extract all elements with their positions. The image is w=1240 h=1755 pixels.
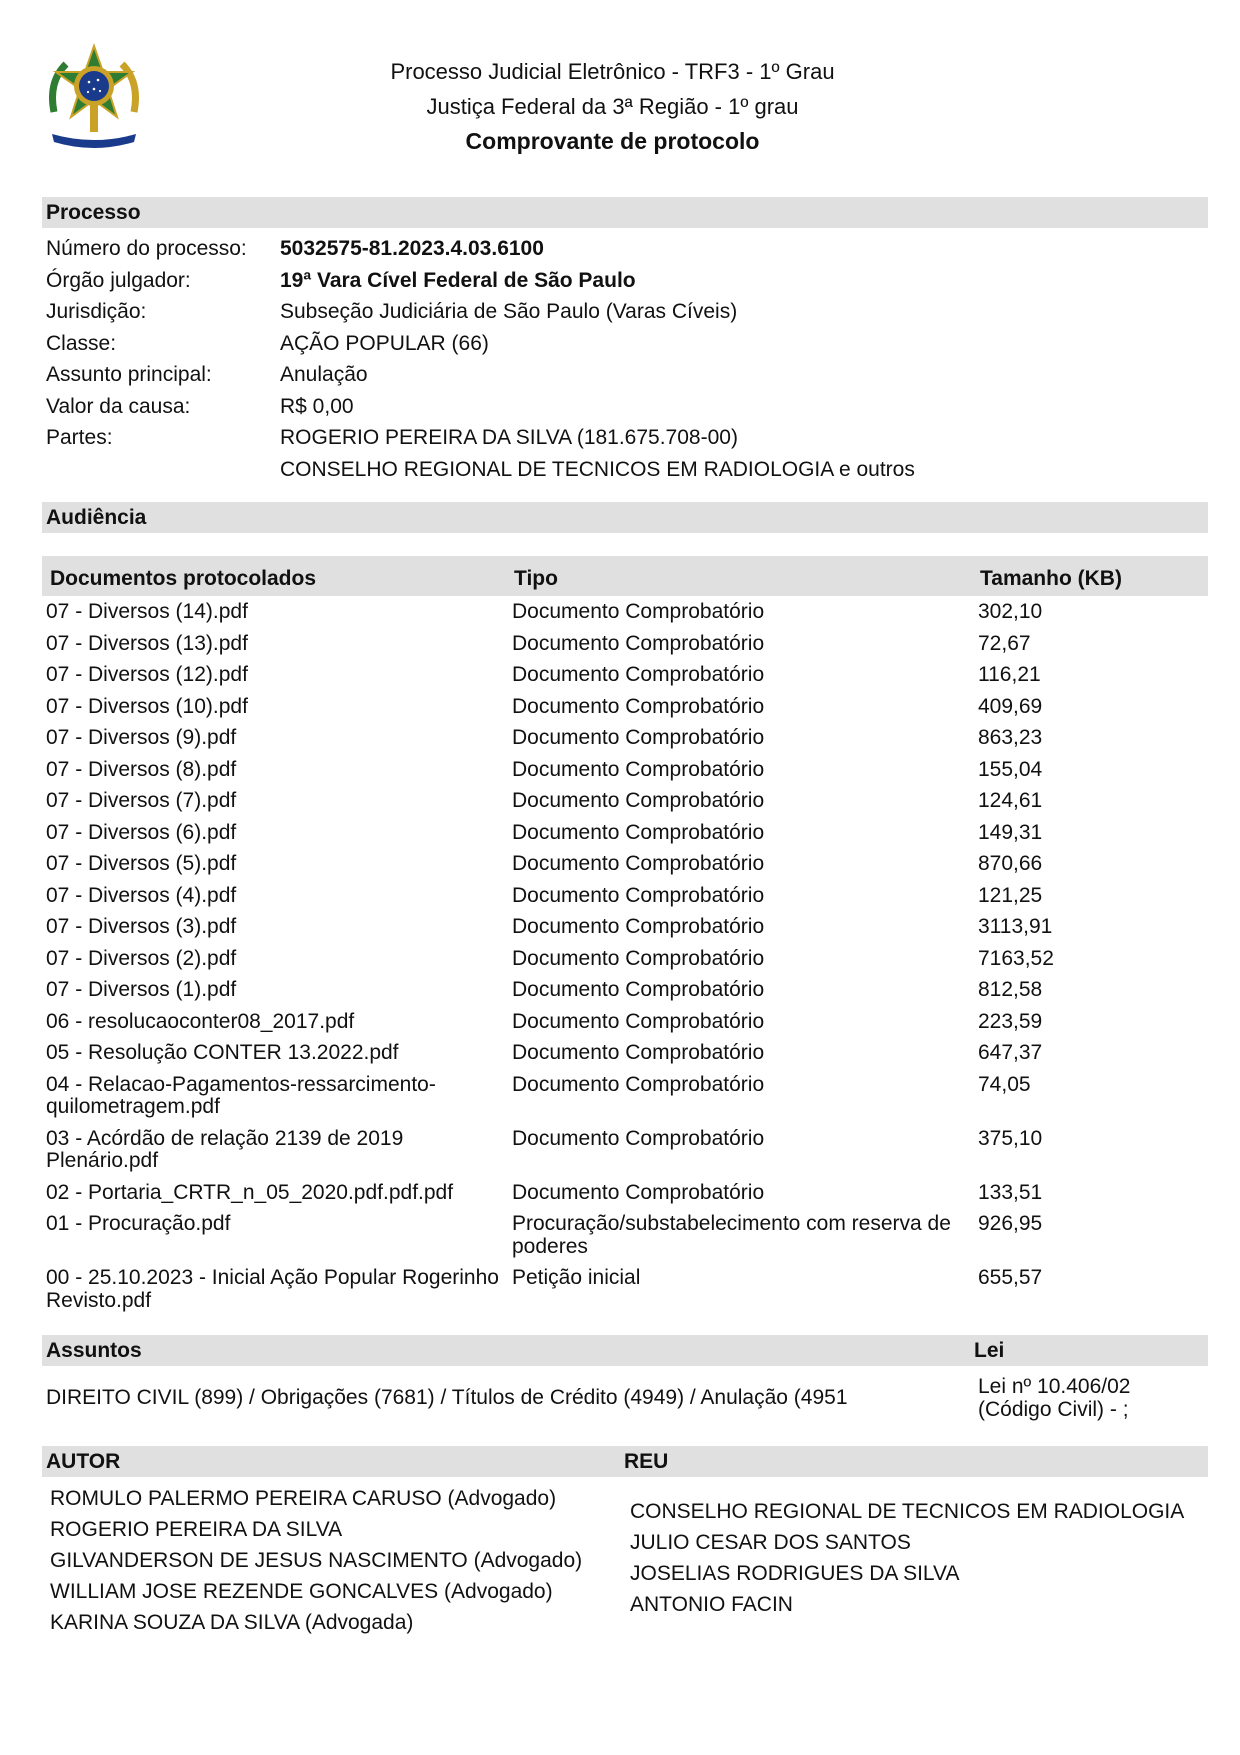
table-row [46,822,1206,845]
jurisdicao-value: Subseção Judiciária de São Paulo (Varas Cíveis) [280,300,738,323]
orgao-julgador-value: 19ª Vara Cível Federal de São Paulo [280,268,636,292]
document-name: 03 - Acórdão de relação 2139 de 2019 Plenário.pdf [46,1126,404,1172]
lei-text: Lei nº 10.406/02 (Código Civil) - ; [978,1375,1131,1421]
document-name: 07 - Diversos (10).pdf [46,694,248,718]
document-type: Documento Comprobatório [512,789,765,812]
autor-item: GILVANDERSON DE JESUS NASCIMENTO (Advogado) [50,1549,583,1572]
table-row [46,1213,1206,1258]
document-type: Documento Comprobatório [512,1126,765,1150]
document-name: 07 - Diversos (4).pdf [46,883,237,907]
document-type: Documento Comprobatório [512,1180,765,1204]
document-name: 07 - Diversos (14).pdf [46,600,248,623]
documentos-table-header [42,556,1208,596]
header-line-1: Processo Judicial Eletrônico - TRF3 - 1º Grau [390,59,835,84]
document-type: Procuração/substabelecimento com reserva de poderes [512,1212,951,1258]
document-type: Documento Comprobatório [512,978,765,1001]
document-size: 3113,91 [978,915,1053,938]
document-size: 116,21 [978,663,1041,686]
document-type: Documento Comprobatório [512,1009,765,1033]
table-row [46,916,1206,939]
table-row [46,696,1206,719]
assuntos-label: Assuntos [46,1339,142,1362]
parte-item: ROGERIO PEREIRA DA SILVA (181.675.708-00) [280,426,738,449]
document-size: 870,66 [978,852,1043,875]
document-type: Documento Comprobatório [512,694,765,718]
valor-causa-row [46,391,1196,423]
table-row [46,885,1206,908]
lei-label: Lei [974,1339,1005,1362]
jurisdicao-label: Jurisdição: [46,300,147,323]
document-name: 07 - Diversos (7).pdf [46,789,237,812]
reu-label: REU [624,1450,669,1473]
orgao-julgador-row [46,265,1196,297]
document-type: Documento Comprobatório [512,946,765,970]
document-name: 07 - Diversos (5).pdf [46,852,237,875]
table-row [46,948,1206,971]
document-type: Documento Comprobatório [512,1041,765,1064]
document-size: 133,51 [978,1180,1043,1204]
assunto-principal-row [46,359,1196,391]
document-type: Documento Comprobatório [512,600,765,623]
assuntos-text: DIREITO CIVIL (899) / Obrigações (7681) / Títulos de Crédito (4949) / Anulação (4951 [46,1386,848,1409]
document-size: 375,10 [978,1126,1043,1150]
autor-item: WILLIAM JOSE REZENDE GONCALVES (Advogado) [50,1580,553,1603]
col-header-tipo: Tipo [514,567,558,590]
audiencia-section-bar: Audiência [42,502,1208,533]
document-type: Documento Comprobatório [512,631,765,655]
document-name: 01 - Procuração.pdf [46,1212,231,1235]
document-name: 06 - resolucaoconter08_2017.pdf [46,1009,355,1033]
parte-item: CONSELHO REGIONAL DE TECNICOS EM RADIOLOGIA e outros [280,457,915,481]
document-name: 07 - Diversos (3).pdf [46,915,237,938]
numero-processo-label: Número do processo: [46,237,247,260]
document-size: 302,10 [978,600,1043,623]
numero-processo-value: 5032575-81.2023.4.03.6100 [280,237,544,260]
document-size: 863,23 [978,726,1043,749]
document-header [300,54,925,159]
table-row [46,1011,1206,1034]
processo-details [46,233,1196,485]
col-header-documentos: Documentos protocolados [50,567,317,590]
document-size: 149,31 [978,820,1043,844]
document-size: 926,95 [978,1212,1043,1235]
processo-section-bar: Processo [42,197,1208,228]
table-row [46,664,1206,687]
document-name: 07 - Diversos (8).pdf [46,757,237,781]
reu-list [630,1500,1190,1624]
document-name: 07 - Diversos (1).pdf [46,978,237,1001]
document-size: 72,67 [978,631,1031,655]
numero-processo-row [46,233,1196,265]
classe-label: Classe: [46,331,117,355]
autor-label: AUTOR [46,1450,121,1473]
document-type: Documento Comprobatório [512,852,765,875]
jurisdicao-row [46,296,1196,328]
document-size: 74,05 [978,1072,1031,1096]
autor-list [50,1487,620,1642]
brasil-coat-of-arms-icon [44,42,144,154]
table-row [46,633,1206,656]
autor-item: ROMULO PALERMO PEREIRA CARUSO (Advogado) [50,1487,557,1510]
table-row [46,601,1206,624]
documentos-table-body [46,601,1206,1321]
classe-row [46,328,1196,360]
document-size: 124,61 [978,789,1043,812]
partes-list [280,422,1196,485]
document-type: Documento Comprobatório [512,757,765,781]
document-name: 04 - Relacao-Pagamentos-ressarcimento-quilometragem.pdf [46,1072,436,1118]
document-size: 409,69 [978,694,1043,718]
document-type: Documento Comprobatório [512,1072,765,1096]
document-size: 121,25 [978,883,1043,907]
document-name: 07 - Diversos (13).pdf [46,631,248,655]
table-row [46,790,1206,813]
table-row [46,1128,1206,1173]
document-type: Documento Comprobatório [512,726,765,749]
document-name: 07 - Diversos (9).pdf [46,726,237,749]
document-size: 812,58 [978,978,1043,1001]
partes-section-bar [42,1446,1208,1477]
document-size: 7163,52 [978,946,1054,970]
document-name: 07 - Diversos (2).pdf [46,946,237,970]
reu-item: CONSELHO REGIONAL DE TECNICOS EM RADIOLOGIA [630,1500,1185,1523]
reu-item: ANTONIO FACIN [630,1593,793,1616]
valor-causa-label: Valor da causa: [46,394,191,418]
table-row [46,1074,1206,1119]
document-size: 223,59 [978,1009,1043,1033]
assunto-principal-value: Anulação [280,363,368,386]
table-row [46,979,1206,1002]
document-size: 155,04 [978,757,1043,781]
assunto-principal-label: Assunto principal: [46,363,212,386]
document-type: Petição inicial [512,1266,641,1289]
table-row [46,759,1206,782]
document-type: Documento Comprobatório [512,663,765,686]
assuntos-section-bar [42,1335,1208,1366]
document-name: 05 - Resolução CONTER 13.2022.pdf [46,1041,399,1064]
classe-value: AÇÃO POPULAR (66) [280,331,489,355]
document-name: 00 - 25.10.2023 - Inicial Ação Popular Rogerinho Revisto.pdf [46,1266,499,1312]
col-header-tamanho: Tamanho (KB) [980,567,1122,590]
reu-item: JULIO CESAR DOS SANTOS [630,1531,911,1554]
autor-item: ROGERIO PEREIRA DA SILVA [50,1518,343,1541]
table-row [46,1267,1206,1312]
table-row [46,727,1206,750]
reu-item: JOSELIAS RODRIGUES DA SILVA [630,1562,960,1585]
orgao-julgador-label: Órgão julgador: [46,268,191,292]
document-name: 07 - Diversos (12).pdf [46,663,248,686]
document-name: 02 - Portaria_CRTR_n_05_2020.pdf.pdf.pdf [46,1180,454,1204]
document-size: 647,37 [978,1041,1043,1064]
document-type: Documento Comprobatório [512,915,765,938]
table-row [46,1042,1206,1065]
page-title: Comprovante de protocolo [465,128,760,154]
valor-causa-value: R$ 0,00 [280,394,354,418]
document-type: Documento Comprobatório [512,883,765,907]
table-row [46,853,1206,876]
document-size: 655,57 [978,1266,1043,1289]
partes-row [46,422,1196,485]
autor-item: KARINA SOUZA DA SILVA (Advogada) [50,1611,414,1634]
header-line-2: Justiça Federal da 3ª Região - 1º grau [426,94,799,119]
table-row [46,1182,1206,1205]
document-name: 07 - Diversos (6).pdf [46,820,237,844]
document-type: Documento Comprobatório [512,820,765,844]
partes-label: Partes: [46,426,113,449]
